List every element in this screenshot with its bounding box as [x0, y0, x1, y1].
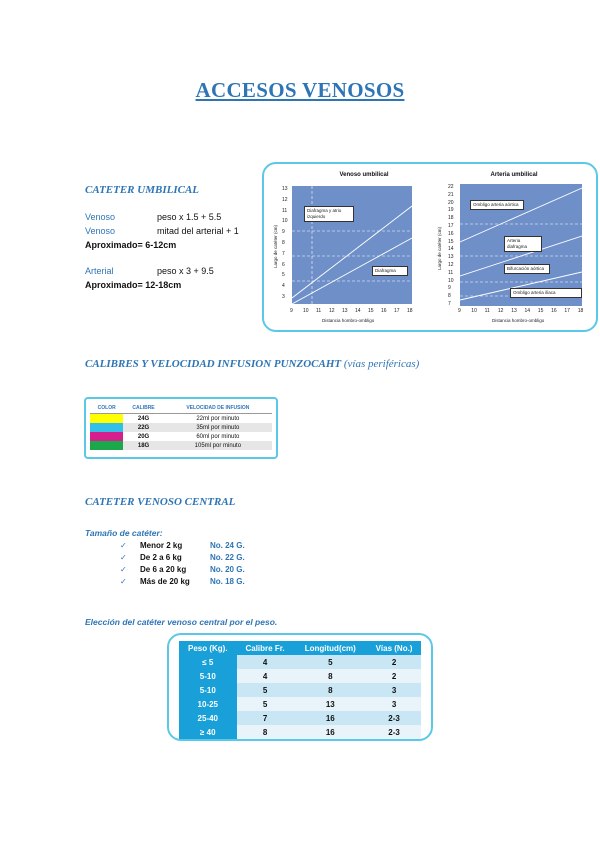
- x-tick-label: 18: [577, 308, 584, 314]
- table-cell: 2-3: [367, 725, 421, 739]
- y-tick-label: 19: [448, 207, 454, 214]
- formula-row: [85, 264, 239, 278]
- peso-table: [179, 641, 421, 739]
- x-tick-label: 9: [290, 308, 293, 314]
- table-row: [179, 725, 421, 739]
- size-item: De 2 a 6 kg: [140, 553, 182, 562]
- check-icon: ✓: [120, 541, 127, 550]
- size-number: No. 18 G.: [210, 577, 245, 586]
- x-tick-label: 9: [458, 308, 461, 314]
- table-cell: 8: [294, 683, 368, 697]
- table-row: [179, 683, 421, 697]
- x-tick-label: 12: [329, 308, 335, 314]
- size-item: De 6 a 20 kg: [140, 565, 187, 574]
- arterial-plot-area: [460, 184, 582, 306]
- list-item: [120, 576, 245, 588]
- table-cell: 2-3: [367, 711, 421, 725]
- col-header: Longitud(cm): [294, 641, 368, 655]
- calibres-table: [90, 403, 272, 450]
- formula-text: mitad del arterial + 1: [157, 226, 239, 236]
- formula-approx: Aproximado= 12-18cm: [85, 280, 182, 290]
- table-cell: 5: [237, 697, 294, 711]
- table-cell: 5: [237, 683, 294, 697]
- y-tick-label: 10: [282, 218, 288, 225]
- x-tick-label: 11: [316, 308, 322, 314]
- table-cell: 8: [294, 669, 368, 683]
- page-title: ACCESOS VENOSOS: [195, 78, 405, 102]
- size-item: Menor 2 kg: [140, 541, 183, 550]
- size-number: No. 20 G.: [210, 565, 245, 574]
- y-tick-label: 12: [282, 196, 288, 203]
- chart-xlabel: Distancia hombro-ombligo: [492, 318, 545, 323]
- calibre-cell: 24G: [137, 415, 150, 422]
- color-swatch: [90, 414, 123, 424]
- y-tick-label: 21: [448, 191, 454, 198]
- table-cell: 8: [237, 725, 294, 739]
- y-tick-label: 7: [282, 250, 285, 257]
- chart-xlabel: Distancia hombro-ombligo: [322, 318, 375, 323]
- velocidad-cell: 60ml por minuto: [196, 433, 240, 440]
- y-tick-label: 9: [448, 285, 451, 292]
- table-row: [179, 711, 421, 725]
- chart-annotation: Ombligo arteria aórtica: [470, 200, 524, 210]
- eleccion-label: Elección del catéter venoso central por el peso.: [85, 617, 278, 627]
- y-tick-label: 3: [282, 294, 285, 300]
- arterial-line-1: [460, 188, 582, 242]
- calibres-heading-text: CALIBRES Y VELOCIDAD INFUSION PUNZOCAHT: [85, 358, 342, 370]
- peso-cell: 25-40: [179, 711, 237, 725]
- venous-plot-svg: [292, 186, 412, 304]
- x-tick-label: 15: [368, 308, 374, 314]
- umbilical-formulas: [85, 210, 239, 292]
- y-tick-label: 16: [448, 230, 454, 237]
- velocidad-cell: 35ml por minuto: [164, 423, 272, 432]
- table-cell: 3: [367, 697, 421, 711]
- calibre-cell: 18G: [123, 441, 163, 450]
- y-tick-label: 15: [448, 238, 454, 245]
- y-tick-label: 12: [448, 262, 454, 268]
- tamano-label: Tamaño de catéter:: [85, 528, 163, 538]
- table-cell: 13: [294, 697, 368, 711]
- velocidad-cell: 22ml por minuto: [196, 415, 240, 422]
- check-icon: ✓: [120, 577, 127, 586]
- table-cell: 5: [294, 655, 368, 669]
- table-cell: 16: [294, 711, 368, 725]
- formula-row: [85, 224, 239, 238]
- y-tick-label: 14: [448, 246, 454, 253]
- color-swatch: [90, 423, 123, 432]
- velocidad-cell: 105ml por minuto: [164, 441, 272, 450]
- check-icon: ✓: [120, 553, 127, 562]
- peso-table-body: [179, 655, 421, 739]
- chart-ylabel: Largo de catéter (cm): [437, 226, 443, 271]
- table-row: [90, 441, 272, 450]
- x-tick-label: 17: [394, 308, 400, 314]
- umbilical-charts-box: [262, 162, 598, 332]
- table-row: [90, 423, 272, 432]
- umbilical-heading: CATETER UMBILICAL: [85, 184, 200, 196]
- y-tick-label: 9: [282, 229, 285, 236]
- peso-table-box: [167, 633, 433, 741]
- table-row: [179, 697, 421, 711]
- y-tick-label: 13: [282, 186, 288, 192]
- y-tick-label: 17: [448, 223, 454, 229]
- list-item: [120, 552, 245, 564]
- color-swatch: [90, 441, 123, 450]
- calibres-table-box: [84, 397, 278, 459]
- formula-row: [85, 210, 239, 224]
- chart-annotation: Diafragma: [372, 266, 408, 276]
- chart-annotation: Ombligo arteria ilíaca: [510, 288, 582, 298]
- y-tick-label: 18: [448, 215, 454, 222]
- peso-cell: 5-10: [179, 669, 237, 683]
- color-swatch: [90, 432, 123, 441]
- y-tick-label: 5: [282, 272, 285, 279]
- table-row: [179, 655, 421, 669]
- calibres-table-body: [90, 414, 272, 451]
- y-tick-label: 20: [448, 199, 454, 206]
- col-header: Calibre Fr.: [237, 641, 294, 655]
- x-tick-label: 11: [484, 308, 490, 314]
- y-tick-label: 10: [448, 277, 454, 284]
- list-item: [120, 540, 245, 552]
- y-tick-label: 13: [448, 254, 454, 261]
- formula-label: Arterial: [85, 266, 114, 276]
- peso-cell: ≥ 40: [179, 725, 237, 739]
- y-tick-label: 8: [448, 293, 451, 300]
- table-row: [90, 414, 272, 424]
- x-tick-label: 15: [537, 308, 544, 314]
- formula-text: peso x 3 + 9.5: [157, 266, 214, 276]
- calibres-heading: [85, 358, 419, 370]
- x-tick-label: 10: [471, 308, 477, 314]
- x-tick-label: 12: [497, 308, 504, 314]
- table-row: [90, 432, 272, 441]
- x-tick-label: 16: [381, 308, 387, 314]
- col-header: COLOR: [90, 403, 123, 414]
- x-tick-label: 10: [303, 308, 309, 314]
- y-tick-label: 22: [448, 184, 454, 190]
- list-item: [120, 564, 245, 576]
- x-tick-label: 16: [551, 308, 557, 314]
- y-tick-label: 11: [282, 207, 288, 214]
- col-header: Vías (No.): [367, 641, 421, 655]
- size-number: No. 22 G.: [210, 553, 245, 562]
- x-tick-label: 13: [342, 308, 348, 314]
- venous-plot-area: [292, 186, 412, 304]
- y-tick-label: 8: [282, 240, 285, 246]
- peso-cell: ≤ 5: [179, 655, 237, 669]
- col-header: Peso (Kg).: [179, 641, 237, 655]
- x-tick-label: 17: [564, 308, 570, 314]
- formula-text: peso x 1.5 + 5.5: [157, 212, 222, 222]
- size-item: Más de 20 kg: [140, 577, 190, 586]
- chart-ylabel: Largo de catéter (cm): [273, 224, 279, 269]
- size-number: No. 24 G.: [210, 541, 245, 550]
- central-heading: CATETER VENOSO CENTRAL: [85, 496, 236, 508]
- x-tick-label: 18: [407, 308, 413, 314]
- table-cell: 4: [237, 669, 294, 683]
- formula-label: Venoso: [85, 212, 116, 222]
- y-tick-label: 6: [282, 261, 285, 268]
- table-cell: 2: [367, 655, 421, 669]
- table-cell: 16: [294, 725, 368, 739]
- calibre-cell: 20G: [137, 433, 150, 440]
- table-cell: 2: [367, 669, 421, 683]
- y-tick-label: 11: [448, 269, 454, 276]
- formula-approx: Aproximado= 6-12cm: [85, 240, 177, 250]
- x-tick-label: 14: [524, 308, 531, 314]
- chart-annotation: Diafragma y atrio izquierdo: [304, 206, 354, 222]
- chart-annotation: Bifurcación aórtica: [504, 264, 550, 274]
- col-header: VELOCIDAD DE INFUSION: [164, 403, 272, 414]
- chart-title: Venoso umbilical: [339, 172, 389, 178]
- x-tick-label: 13: [511, 308, 517, 314]
- chart-annotation: Arteria diafragma: [504, 236, 542, 252]
- y-tick-label: 4: [282, 283, 285, 290]
- table-cell: 4: [237, 655, 294, 669]
- chart-title: Arteria umbilical: [490, 172, 538, 178]
- table-cell: 3: [367, 683, 421, 697]
- peso-cell: 5-10: [179, 683, 237, 697]
- formula-label: Venoso: [85, 226, 116, 236]
- x-tick-label: 14: [355, 308, 361, 314]
- peso-cell: 10-25: [179, 697, 237, 711]
- table-row: [179, 669, 421, 683]
- y-tick-label: 7: [448, 301, 451, 307]
- calibres-heading-paren: (vías periféricas): [343, 358, 420, 370]
- table-cell: 7: [237, 711, 294, 725]
- col-header: CALIBRE: [123, 403, 163, 414]
- calibre-cell: 22G: [123, 423, 163, 432]
- check-icon: ✓: [120, 565, 127, 574]
